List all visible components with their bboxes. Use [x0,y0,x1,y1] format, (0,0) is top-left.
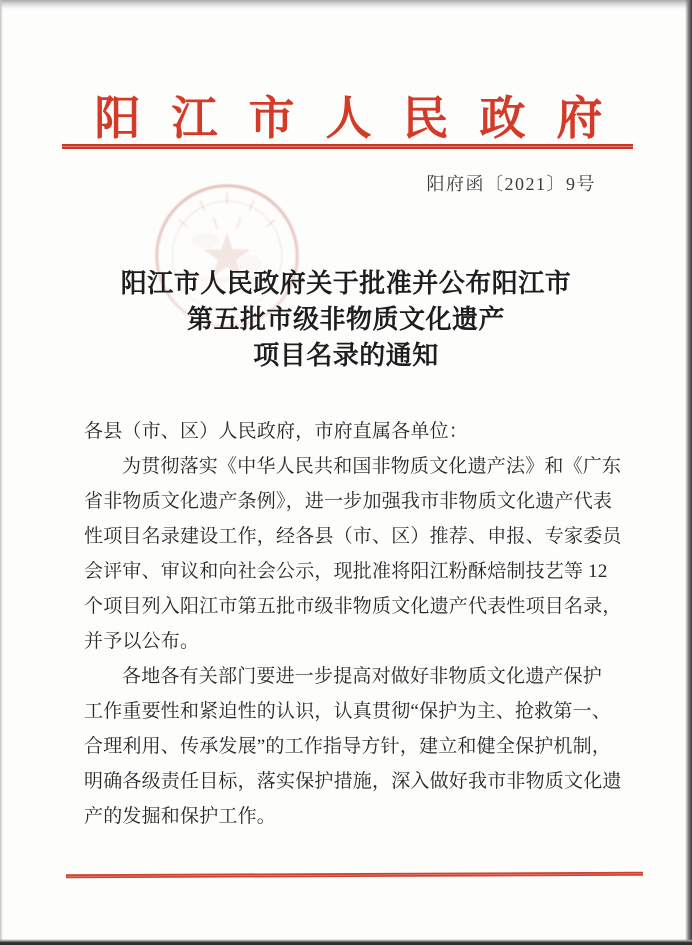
body-text-line: 各地各有关部门要进一步提高对做好非物质文化遗产保护 [122,666,603,687]
body-text-line: 为贯彻落实《中华人民共和国非物质文化遗产法》和《广东 [122,456,622,477]
document-title [0,266,692,374]
title-line-2: 第五批市级非物质文化遗产 [186,305,505,334]
body-text-line: 产的发掘和保护工作。 [84,806,277,827]
body-text-line: 工作重要性和紧迫性的认识，认真贯彻“保护为主、抢救第一、 [84,701,612,722]
doc-number: 阳府函〔2021〕9号 [426,174,596,194]
body-text-line: 会评审、审议和向社会公示，现批准将阳江粉酥焙制技艺等 12 [84,561,608,582]
agency-header: 阳江市人民政府 [94,93,634,144]
body-text-line: 明确各级责任目标，落实保护措施，深入做好我市非物质文化遗 [84,771,622,792]
title-line-3: 项目名录的通知 [253,341,439,370]
footer-rule [66,872,643,879]
body-text-line: 性项目名录建设工作，经各县（市、区）推荐、申报、专家委员 [84,526,622,547]
scan-edge-top [0,0,692,9]
body-text-line: 合理利用、传承发展”的工作指导方针，建立和健全保护机制， [84,736,612,757]
body-text-line: 省非物质文化遗产条例》，进一步加强我市非物质文化遗产代表 [84,491,613,512]
body-text-line: 并予以公布。 [84,631,200,652]
header-rule [62,144,633,149]
title-line-1: 阳江市人民政府关于批准并公布阳江市 [120,269,572,298]
scan-edge-bottom [0,939,692,945]
document-body [84,414,624,834]
body-text-line: 个项目列入阳江市第五批市级非物质文化遗产代表性项目名录， [84,596,622,617]
body-salutation: 各县（市、区）人民政府，市府直属各单位： [84,421,469,442]
